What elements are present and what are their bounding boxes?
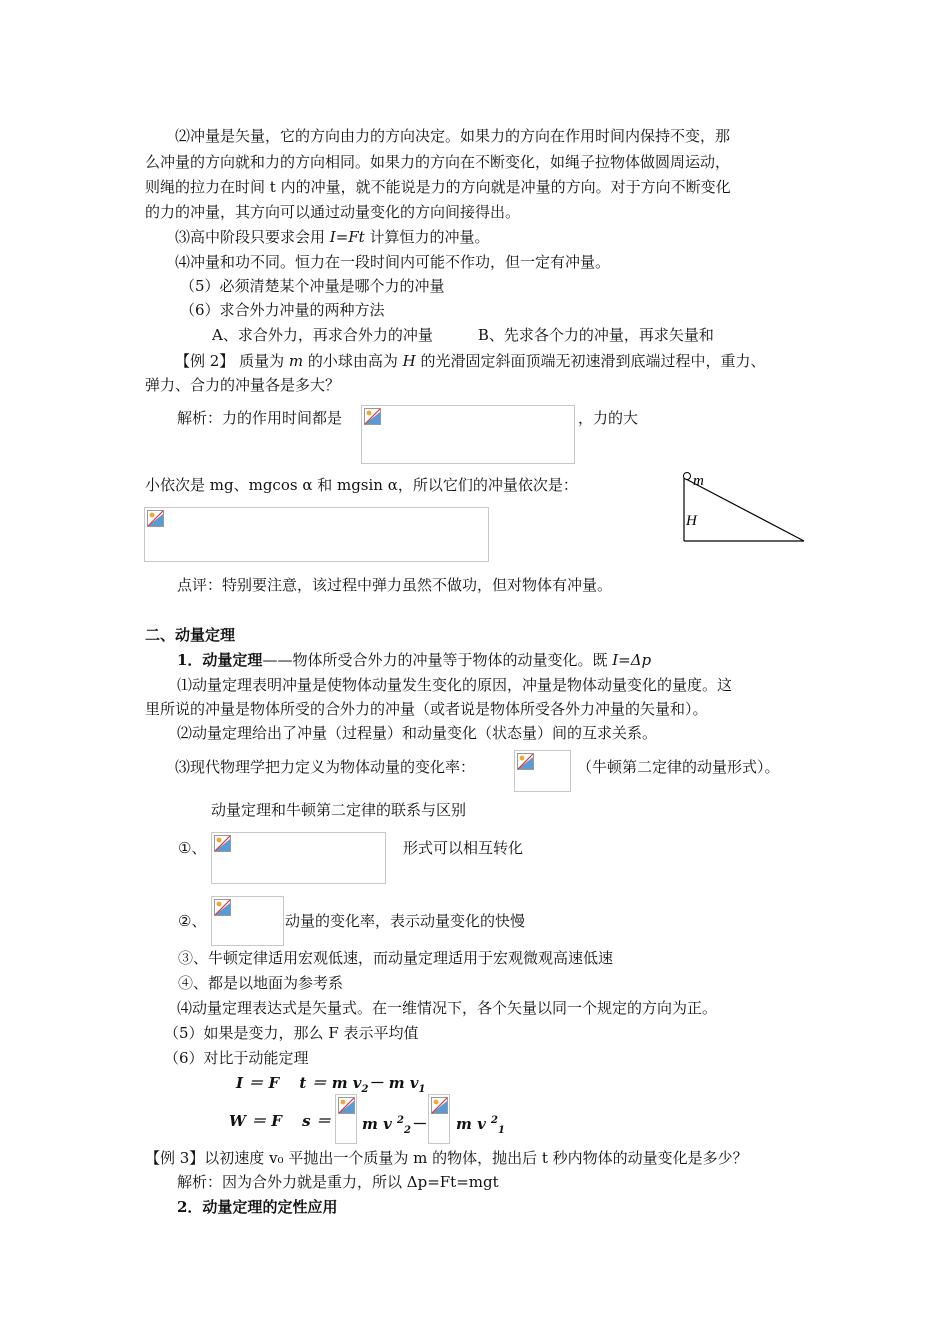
formula: I=Ft xyxy=(329,228,365,246)
para-line: 点评：特别要注意，该过程中弹力虽然不做功，但对物体有冲量。 xyxy=(177,576,613,594)
text: 【例 2】 质量为 xyxy=(175,352,289,370)
para-line: （5）如果是变力，那么 F 表示平均值 xyxy=(164,1024,419,1042)
var-h: H xyxy=(402,352,416,370)
para-line: ，力的大 xyxy=(578,409,639,427)
broken-image-icon xyxy=(147,510,164,527)
broken-image-icon xyxy=(214,899,231,916)
formula-image-placeholder xyxy=(361,405,575,464)
eq-text: I ＝ F t ＝ m v xyxy=(236,1074,362,1092)
eq-sub: 1 xyxy=(498,1125,505,1136)
formula-image-placeholder xyxy=(211,832,386,884)
para-line: 则绳的拉力在时间 t 内的冲量，就不能说是力的方向就是冲量的方向。对于方向不断变化 xyxy=(145,178,731,196)
eq-sup: 2 xyxy=(397,1115,405,1126)
text: 计算恒力的冲量。 xyxy=(364,228,490,246)
para-line: （6）求合外力冲量的两种方法 xyxy=(180,301,385,319)
incline-diagram xyxy=(675,468,810,548)
list-marker: ①、 xyxy=(178,839,207,857)
eq-sub: 2 xyxy=(361,1084,369,1095)
para-line: ③、牛顿定律适用宏观低速，而动量定理适用于宏观微观高速低速 xyxy=(178,949,614,967)
example-3: 【例 3】以初速度 v₀ 平抛出一个质量为 m 的物体，抛出后 t 秒内物体的动量变化是多少？ xyxy=(145,1149,748,1167)
label-m: m xyxy=(693,473,704,489)
section-heading: 二、动量定理 xyxy=(145,626,236,644)
para-line xyxy=(175,227,490,247)
example-2 xyxy=(175,351,766,371)
formula: I=Δp xyxy=(612,651,652,669)
equation-work-part xyxy=(362,1111,426,1141)
para-line: A、求合外力，再求合外力的冲量 B、先求各个力的冲量，再求矢量和 xyxy=(212,326,714,344)
eq-sub: 2 xyxy=(404,1125,411,1136)
eq-text: － m v xyxy=(368,1074,419,1092)
formula-image-placeholder xyxy=(428,1094,450,1144)
equation-momentum xyxy=(236,1073,426,1100)
broken-image-icon xyxy=(517,753,534,770)
theorem-line xyxy=(177,650,651,670)
formula-image-placeholder xyxy=(144,507,489,562)
eq-sup: 2 xyxy=(491,1115,499,1126)
para-line: 里所说的冲量是物体所受的合外力的冲量（或者说是物体所受各外力冲量的矢量和）。 xyxy=(145,700,708,718)
para-line: （6）对比于动能定理 xyxy=(164,1049,309,1067)
para-line: 么冲量的方向就和力的方向相同。如果力的方向在不断变化，如绳子拉物体做圆周运动， xyxy=(145,153,731,171)
para-line: ⑵冲量是矢量，它的方向由力的方向决定。如果力的方向在作用时间内保持不变，那 xyxy=(175,127,731,145)
para-line: 小依次是 mg、mgcos α 和 mgsin α，所以它们的冲量依次是： xyxy=(145,476,578,494)
broken-image-icon xyxy=(364,408,381,425)
text: ——物体所受合外力的冲量等于物体的动量变化。既 xyxy=(262,651,613,669)
para-line: （牛顿第二定律的动量形式）。 xyxy=(577,758,780,776)
label-h: H xyxy=(686,513,697,529)
eq-text: m v xyxy=(362,1115,392,1133)
eq-sub: 1 xyxy=(418,1084,426,1095)
para-line: 动量定理和牛顿第二定律的联系与区别 xyxy=(211,801,467,819)
para-line: 形式可以相互转化 xyxy=(403,839,524,857)
para-line: ⑴动量定理表明冲量是使物体动量发生变化的原因，冲量是物体动量变化的量度。这 xyxy=(177,676,733,694)
broken-image-icon xyxy=(431,1097,448,1114)
para-line: ⑶现代物理学把力定义为物体动量的变化率： xyxy=(175,758,476,776)
text: ⑶高中阶段只要求会用 xyxy=(175,228,330,246)
para-line: （5）必须清楚某个冲量是哪个力的冲量 xyxy=(180,277,445,295)
para-line: 动量的变化率，表示动量变化的快慢 xyxy=(285,912,526,930)
equation-work-part xyxy=(456,1111,505,1141)
formula-image-placeholder xyxy=(514,750,571,792)
para-line: ④、都是以地面为参考系 xyxy=(178,974,344,992)
para-line: 解析：力的作用时间都是 xyxy=(177,409,343,427)
text: 的光滑固定斜面顶端无初速滑到底端过程中，重力、 xyxy=(415,352,766,370)
para-line: ⑵动量定理给出了冲量（过程量）和动量变化（状态量）间的互求关系。 xyxy=(177,724,658,742)
para-line: ⑷冲量和功不同。恒力在一段时间内可能不作功，但一定有冲量。 xyxy=(175,253,611,271)
para-line: ⑷动量定理表达式是矢量式。在一维情况下，各个矢量以同一个规定的方向为正。 xyxy=(177,999,718,1017)
para-line: 解析：因为合外力就是重力，所以 Δp=Ft=mgt xyxy=(177,1173,499,1191)
broken-image-icon xyxy=(214,835,231,852)
text: 的小球由高为 xyxy=(303,352,403,370)
theorem-title: 1．动量定理 xyxy=(177,651,263,669)
broken-image-icon xyxy=(338,1097,355,1114)
para-line: 的力的冲量，其方向可以通过动量变化的方向间接得出。 xyxy=(145,203,521,221)
eq-text: － xyxy=(410,1115,426,1133)
formula-image-placeholder xyxy=(211,896,284,946)
formula-image-placeholder xyxy=(335,1094,357,1144)
para-line: 弹力、合力的冲量各是多大？ xyxy=(145,376,341,394)
section-heading: 2．动量定理的定性应用 xyxy=(177,1198,338,1216)
var-m: m xyxy=(288,352,304,370)
eq-text: m v xyxy=(456,1115,486,1133)
list-marker: ②、 xyxy=(178,912,207,930)
equation-work: W ＝ F s ＝ xyxy=(229,1112,331,1130)
